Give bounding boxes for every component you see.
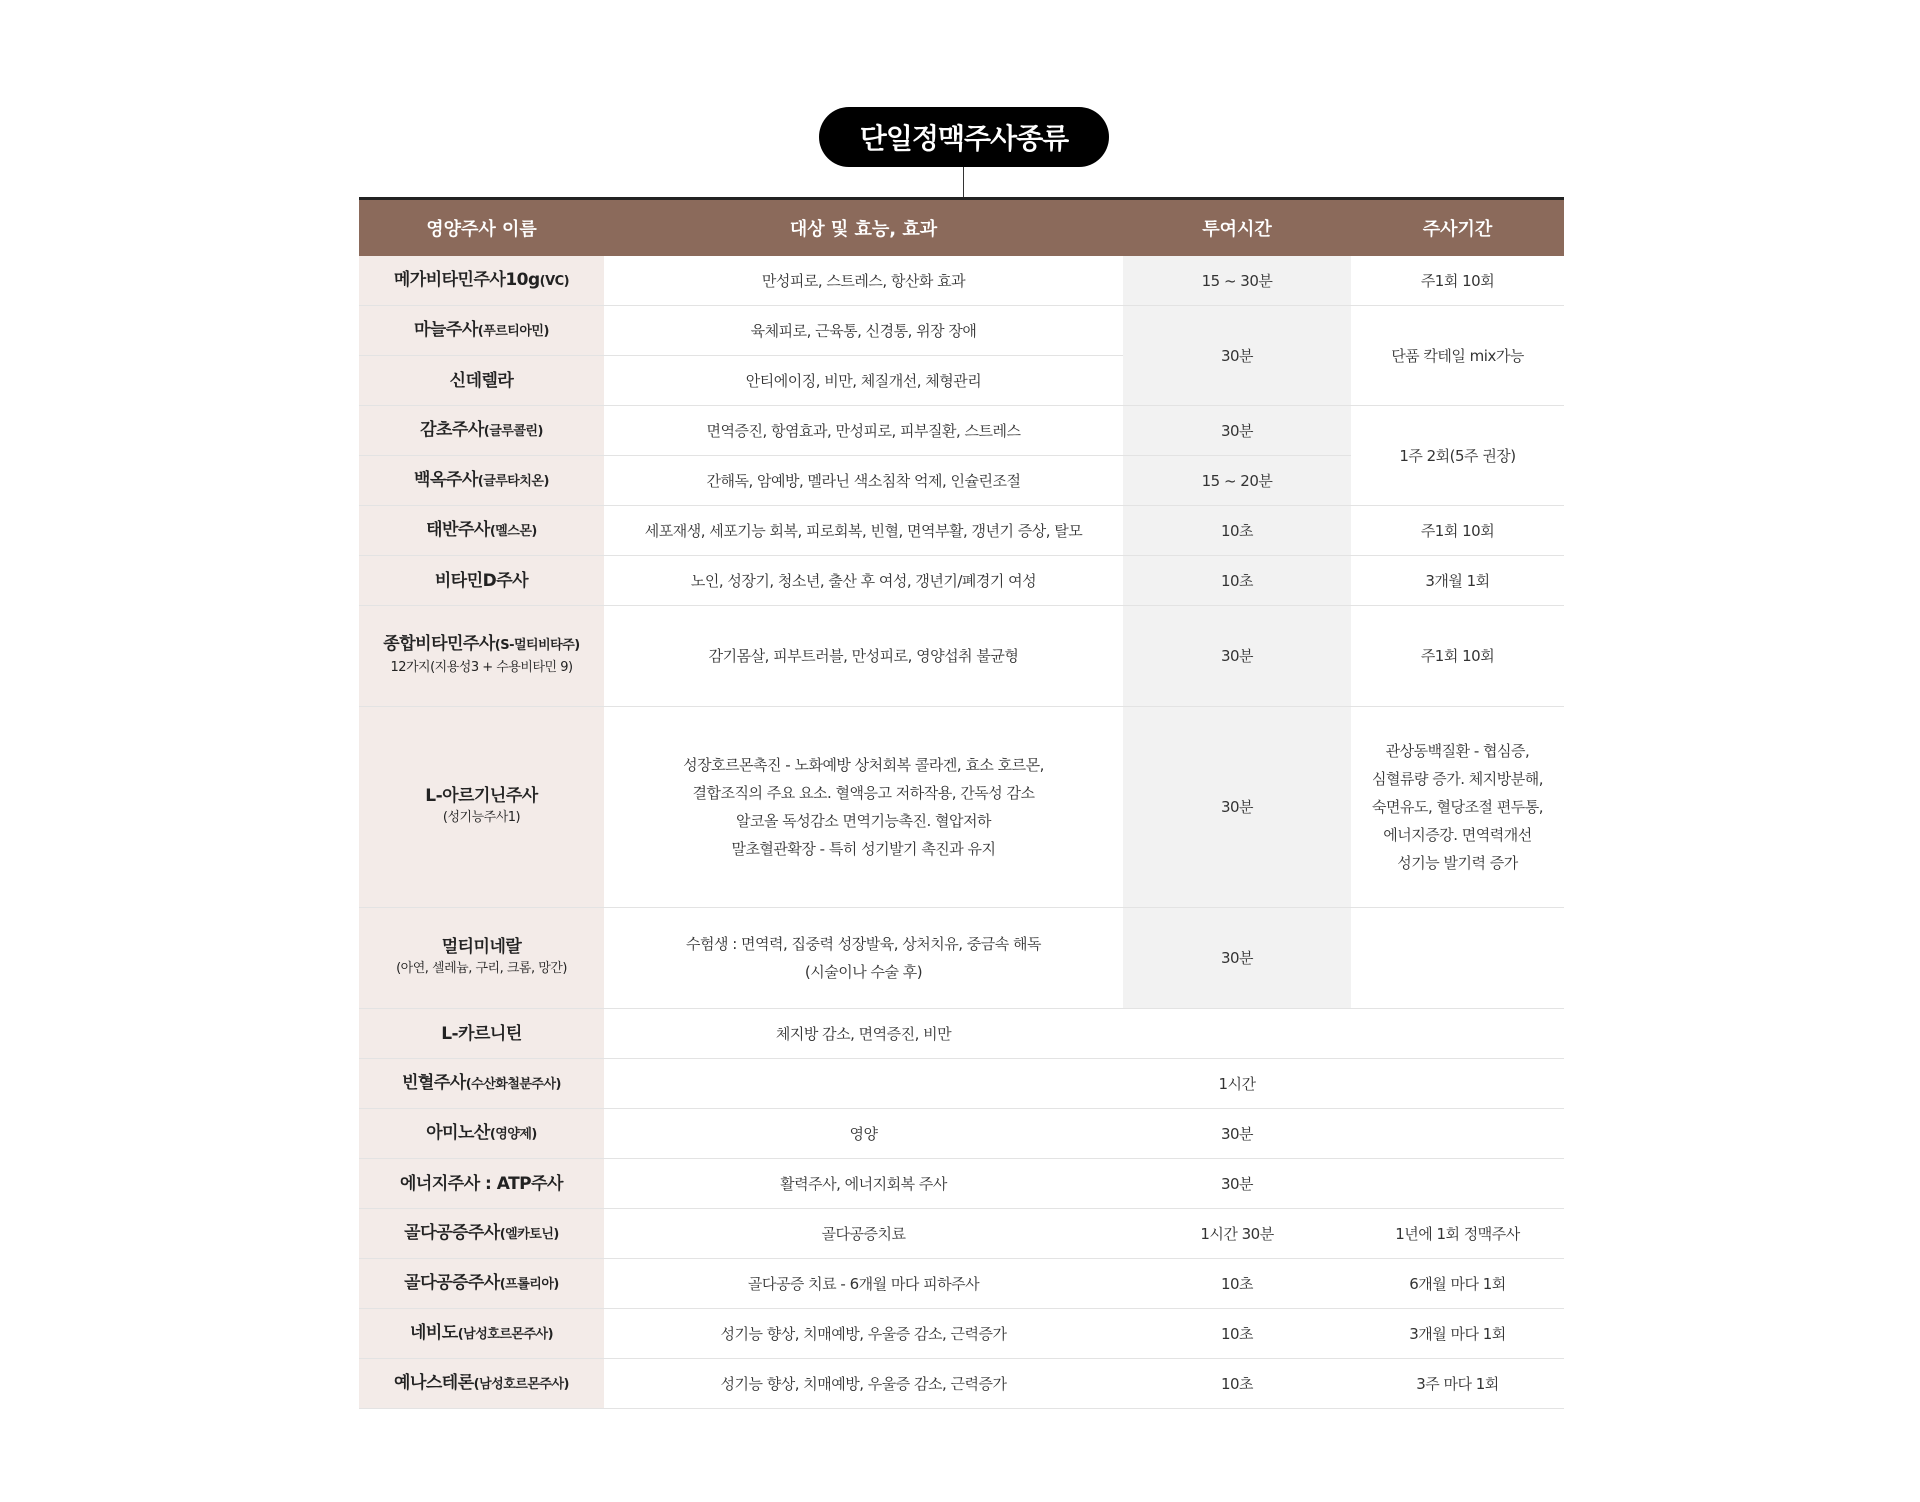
name-small: (수산화철분주사) xyxy=(465,1076,561,1092)
row-time: 10초 xyxy=(1123,1359,1351,1409)
injection-table xyxy=(359,197,1564,1409)
name-text: 예나스테론 xyxy=(394,1372,474,1393)
effect-line: 알코올 독성감소 면역기능촉진. 혈압저하 xyxy=(736,812,991,830)
title-connector-line xyxy=(963,167,964,198)
effect-line: 성장호르몬촉진 - 노화예방 상처회복 콜라겐, 효소 호르몬, xyxy=(683,756,1044,774)
row-effect: 안티에이징, 비만, 체질개선, 체형관리 xyxy=(604,356,1123,406)
row-effect xyxy=(604,1059,1123,1109)
row-period: 3개월 1회 xyxy=(1351,556,1564,606)
row-effect: 골다공증 치료 - 6개월 마다 피하주사 xyxy=(604,1259,1123,1309)
name-small: (글루콜린) xyxy=(483,423,543,439)
row-time: 30분 xyxy=(1123,707,1351,908)
row-time: 10초 xyxy=(1123,556,1351,606)
name-text: 골다공증주사 xyxy=(404,1272,500,1293)
name-text: 비타민D주사 xyxy=(434,570,529,591)
name-text: 멀티미네랄 xyxy=(441,937,522,957)
row-name xyxy=(359,1009,604,1059)
row-effect xyxy=(604,908,1123,1009)
row-period: 3주 마다 1회 xyxy=(1351,1359,1564,1409)
effect-line: 말초혈관확장 - 특히 성기발기 촉진과 유지 xyxy=(731,840,996,858)
row-period: 주1회 10회 xyxy=(1351,606,1564,707)
row-name xyxy=(359,1209,604,1259)
row-name xyxy=(359,1109,604,1159)
name-small: (엘카토닌) xyxy=(499,1226,559,1242)
name-small: (S-멀티비타주) xyxy=(494,638,580,653)
row-period xyxy=(1351,707,1564,908)
row-period: 1년에 1회 정맥주사 xyxy=(1351,1209,1564,1259)
row-time: 10초 xyxy=(1123,1309,1351,1359)
row-period: 주1회 10회 xyxy=(1351,506,1564,556)
row-name xyxy=(359,506,604,556)
name-text: 마늘주사 xyxy=(414,319,478,340)
name-text: 에너지주사 : ATP주사 xyxy=(400,1173,563,1194)
row-name xyxy=(359,556,604,606)
period-line: 심혈류량 증가. 체지방분해, xyxy=(1372,770,1543,788)
row-effect xyxy=(604,707,1123,908)
name-small: (남성호르몬주사) xyxy=(473,1376,569,1392)
name-sub: (아연, 셀레늄, 구리, 크롬, 망간) xyxy=(396,961,567,976)
name-text: 태반주사 xyxy=(426,519,490,540)
row-period xyxy=(1351,1159,1564,1209)
row-time: 30분 xyxy=(1123,908,1351,1009)
row-name xyxy=(359,356,604,406)
name-text: 아미노산 xyxy=(426,1122,490,1143)
row-time xyxy=(1123,1009,1351,1059)
period-line: 관상동백질환 - 협심증, xyxy=(1385,742,1530,760)
name-text: 메가비타민주사10g xyxy=(393,269,540,290)
row-period xyxy=(1351,1059,1564,1109)
row-name xyxy=(359,306,604,356)
row-time: 15 ~ 20분 xyxy=(1123,456,1351,506)
row-effect: 영양 xyxy=(604,1109,1123,1159)
name-small: (푸르티아민) xyxy=(477,323,549,339)
row-effect: 감기몸살, 피부트러블, 만성피로, 영양섭취 불균형 xyxy=(604,606,1123,707)
row-time: 1시간 30분 xyxy=(1123,1209,1351,1259)
table-header xyxy=(359,200,1564,256)
row-time: 30분 xyxy=(1123,606,1351,707)
row-time: 1시간 xyxy=(1123,1059,1351,1109)
row-name xyxy=(359,1059,604,1109)
table-body xyxy=(359,256,1564,1409)
row-effect: 성기능 향상, 치매예방, 우울증 감소, 근력증가 xyxy=(604,1359,1123,1409)
period-line: 숙면유도, 혈당조절 편두통, xyxy=(1372,798,1543,816)
row-time: 30분 xyxy=(1123,1159,1351,1209)
name-text: L-아르기닌주사 xyxy=(425,786,538,806)
header-effect: 대상 및 효능, 효과 xyxy=(789,219,938,240)
header-name: 영양주사 이름 xyxy=(426,219,537,240)
row-effect: 만성피로, 스트레스, 항산화 효과 xyxy=(604,256,1123,306)
row-period: 6개월 마다 1회 xyxy=(1351,1259,1564,1309)
name-text: 신데렐라 xyxy=(449,370,514,391)
effect-line: 결합조직의 주요 요소. 혈액응고 저하작용, 간독성 감소 xyxy=(692,784,1035,802)
name-small: (남성호르몬주사) xyxy=(457,1326,554,1342)
row-name xyxy=(359,256,604,306)
row-name xyxy=(359,406,604,456)
header-period: 주사기간 xyxy=(1422,219,1493,240)
effect-line: 수험생 : 면역력, 집중력 성장발육, 상처치유, 중금속 해독 xyxy=(685,935,1042,953)
row-name xyxy=(359,1309,604,1359)
name-text: 빈혈주사 xyxy=(402,1072,466,1093)
row-time-merged: 30분 xyxy=(1123,306,1351,406)
name-text: 네비도 xyxy=(409,1322,458,1343)
row-period xyxy=(1351,908,1564,1009)
row-effect: 골다공증치료 xyxy=(604,1209,1123,1259)
period-line: 에너지증강. 면역력개선 xyxy=(1383,826,1532,844)
row-time: 10초 xyxy=(1123,1259,1351,1309)
row-name xyxy=(359,606,604,707)
row-time: 15 ~ 30분 xyxy=(1123,256,1351,306)
row-effect: 체지방 감소, 면역증진, 비만 xyxy=(604,1009,1123,1059)
row-effect: 성기능 향상, 치매예방, 우울증 감소, 근력증가 xyxy=(604,1309,1123,1359)
row-period: 주1회 10회 xyxy=(1351,256,1564,306)
row-effect: 노인, 성장기, 청소년, 출산 후 여성, 갱년기/폐경기 여성 xyxy=(604,556,1123,606)
effect-line: (시술이나 수술 후) xyxy=(804,963,923,981)
name-small: (영양제) xyxy=(489,1126,537,1142)
row-period-merged: 단품 칵테일 mix가능 xyxy=(1351,306,1564,406)
name-sub: 12가지(지용성3 + 수용비타민 9) xyxy=(390,660,573,675)
row-effect: 육체피로, 근육통, 신경통, 위장 장애 xyxy=(604,306,1123,356)
row-name xyxy=(359,1159,604,1209)
row-time: 30분 xyxy=(1123,406,1351,456)
row-effect: 세포재생, 세포기능 회복, 피로회복, 빈혈, 면역부활, 갱년기 증상, 탈모 xyxy=(604,506,1123,556)
name-small: (멜스몬) xyxy=(489,523,537,539)
name-sub: (성기능주사1) xyxy=(442,810,521,825)
header-time: 투여시간 xyxy=(1202,219,1272,240)
row-time: 30분 xyxy=(1123,1109,1351,1159)
row-name xyxy=(359,908,604,1009)
row-period: 3개월 마다 1회 xyxy=(1351,1309,1564,1359)
row-effect: 면역증진, 항염효과, 만성피로, 피부질환, 스트레스 xyxy=(604,406,1123,456)
row-time: 10초 xyxy=(1123,506,1351,556)
row-period xyxy=(1351,1109,1564,1159)
name-text: 종합비타민주사 xyxy=(383,634,495,654)
period-line: 성기능 발기력 증가 xyxy=(1397,854,1518,872)
name-text: L-카르니틴 xyxy=(441,1023,522,1044)
name-small: (VC) xyxy=(539,273,570,289)
row-name xyxy=(359,707,604,908)
row-name xyxy=(359,1259,604,1309)
name-small: (글루타치온) xyxy=(477,473,549,489)
row-effect: 간해독, 암예방, 멜라닌 색소침착 억제, 인슐린조절 xyxy=(604,456,1123,506)
name-small: (프롤리아) xyxy=(499,1276,559,1292)
page-title: 단일정맥주사종류 xyxy=(819,107,1109,167)
row-period xyxy=(1351,1009,1564,1059)
name-text: 골다공증주사 xyxy=(404,1222,500,1243)
row-period-merged: 1주 2회(5주 권장) xyxy=(1351,406,1564,506)
row-name xyxy=(359,456,604,506)
name-text: 감초주사 xyxy=(420,419,484,440)
row-name xyxy=(359,1359,604,1409)
row-effect: 활력주사, 에너지회복 주사 xyxy=(604,1159,1123,1209)
name-text: 백옥주사 xyxy=(414,469,478,490)
